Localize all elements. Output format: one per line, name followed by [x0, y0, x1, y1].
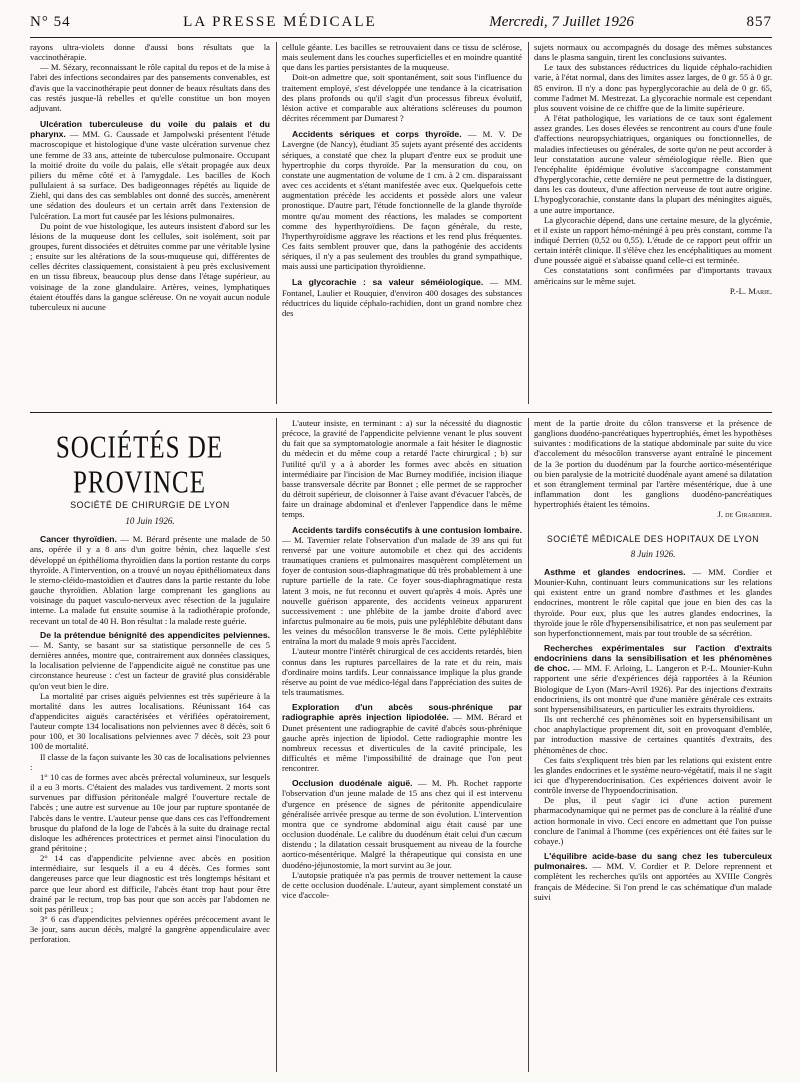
paragraph: cellule géante. Les bacilles se retrouvaient dans ce tissu de sclérose, mais seulement dans les couches superficielles et en moindre quantité que dans les parties persistantes de la muqueuse. [282, 42, 522, 73]
paragraph: La glycorachie : sa valeur séméiologique. — MM. Fontanel, Laulier et Rouquier, d'environ 400 dosages des substances réductrices du liquide céphalo-rachidien, dont un grand nombre chez des [282, 277, 522, 318]
paragraph: Doit-on admettre que, soit spontanément, soit sous l'influence du traitement employé, s'est développée une tendance à la cicatrisation des plans profonds ou qu'il s'agit d'un processus fibreux évolutif, lésion active et comparable aux altérations scléreuses du poumon décrites récemment par Dumarest ? [282, 72, 522, 124]
paragraph: Du point de vue histologique, les auteurs insistent d'abord sur les lésions de la muqueuse dont les cellules, soit isolément, soit par groupes, furent dissociées et détruites comme par une véritable lysine ; ensuite sur les altérations de la sous-muqueuse qui, différentes de celles décrites classiquement, consistaient à peu près exclusivement en un tissu fibreux, beaucoup plus dense dans l'étage supérieur, au voisinage de la zone glandulaire. Artères, veines, lymphatiques étaient étouffés dans la gangue scléreuse. On ne voyait aucun nodule tuberculeux ni aucune [30, 220, 270, 312]
paragraph: L'auteur insiste, en terminant : a) sur la nécessité du diagnostic précoce, la gravité de l'appendicite pelvienne venant le plus souvent du fait que sa symptomatologie anormale a fait hésiter le diagnostic du médecin et du même coup a retardé l'acte chirurgical ; b) sur l'utilité qu'il y a à aborder les formes avec abcès en situation intermédiaire par l'incision de Mac Burney modifiée, incision iliaque basse transversale décrite par Bonnet ; elle permet de se rapprocher du détroit supérieur, de cloisonner à l'aise avant d'évacuer l'abcès, de faire un drainage abdominal et d'enlever l'appendice dans le même temps. [282, 418, 522, 520]
paragraph: 3° 6 cas d'appendicites pelviennes opérées précocement avant le 3e jour, sans aucun décès, malgré la gangrène appendiculaire avec perforation. [30, 914, 270, 945]
paragraph: Ils ont recherché ces phénomènes soit en hypersensibilisant un choc anaphylactique proprement dit, soit en provoquant d'emblée, par introduction massive de certaines quantités d'extraits, des phénomènes de choc. [534, 714, 772, 755]
paragraph: Le taux des substances réductrices du liquide céphalo-rachidien varie, à l'état normal, dans des limites assez larges, de 0 gr. 55 à 0 gr. 85 environ. Il n'y a donc pas hyperglycorachie au delà de 0 gr. 65, comme l'admet M. Mestrezat. La glycorachie normale est cependant plus souvent voisine de ce chiffre que de la limite supérieure. [534, 62, 772, 113]
paragraph: De plus, il peut s'agir ici d'une action purement pharmacodynamique qui ne permet pas de conclure à la réalité d'une action hormonale in vivo. Ceci encore en admettant que l'on puisse conclure de l'animal à l'homme (ces expériences ont été faites sur le cobaye.) [534, 795, 772, 846]
column-divider [276, 42, 277, 404]
paragraph: Recherches expérimentales sur l'action d'extraits endocriniens dans la sensibilisation et les phénomènes de choc. — MM. F. Arloing, L. Langeron et P.-L. Mounier-Kuhn rapportent une série d'expériences déjà rapportées à la Réunion Biologique de Lyon (Mars-Avril 1926). Par des injections d'extraits endocriniens, ils ont montré que d'une manière générale ces extraits sont hypersensibilisateurs, en particulier les extraits thyroïdiens. [534, 642, 772, 714]
section-title: SOCIÉTÉS DE PROVINCE [55, 431, 224, 500]
top-column-2 [282, 42, 522, 406]
society-date: 10 Juin 1926. [125, 516, 175, 527]
section-rule [30, 412, 772, 413]
paragraph: Ces constatations sont confirmées par d'importants travaux américains sur le même sujet. [534, 265, 772, 286]
column-divider [276, 418, 277, 1072]
issue-number: N° 54 [30, 14, 71, 30]
column-divider [528, 42, 529, 404]
paragraph: Asthme et glandes endocrines. — MM. Cordier et Mounier-Kuhn, continuant leurs communications sur les relations qui existent entre un grand nombre d'asthmes et les glandes endocrines, montrent le rôle capital que joue en bien des cas la thyroïde. Pour eux, plus que les autres glandes endocrines, la thyroïde joue le rôle d'hypersensibilisatrice, et non pas seulement par son hyperfonctionnement, mais par tout trouble de sa sécrétion. [534, 566, 772, 638]
society-heading: SOCIÉTÉ MÉDICALE DES HOPITAUX DE LYON [546, 533, 760, 544]
paragraph: L'équilibre acide-base du sang chez les tuberculeux pulmonaires. — MM. V. Cordier et P. Delore reprennent et complètent les recherches qu'ils ont apportées au XVIIIe Congrès français de Médecine. Si l'on prend le cas schématique d'un malade suivi [534, 851, 772, 902]
paragraph: Il classe de la façon suivante les 30 cas de localisations pelviennes : [30, 751, 270, 772]
journal-title: LA PRESSE MÉDICALE [183, 14, 377, 30]
top-column-1 [30, 42, 270, 406]
column-divider [528, 418, 529, 1072]
society-date: 8 Juin 1926. [630, 548, 676, 559]
page-number: 857 [746, 14, 772, 30]
paragraph: L'autopsie pratiquée n'a pas permis de trouver nettement la cause de cette occlusion duodénale. L'auteur, ayant simplement constaté un vice d'accole- [282, 869, 522, 901]
bottom-column-2 [282, 418, 522, 1072]
paragraph: Accidents tardifs consécutifs à une contusion lombaire. — M. Tavernier relate l'observation d'un malade de 39 ans qui fut renversé par une voiture automobile et chez qui des accidents traumatiques craniens et pulmonaires masquèrent complètement un foyer de contusion sous-diaphragmatique dû très probablement à une rupture partielle de la rate. Ce foyer sous-diaphragmatique resta latent 3 mois, ne fut reconnu et ouvert qu'après 4 mois. Après une nouvelle guérison apparente, des accidents veineux apparurent successivement : une phlébite de la jambe droite d'abord avec infarctus pulmonaire au 6e mois, puis une pyléphlébite débutant dans les veines du mésocôlon transverse le 8e mois. Cette pyléphlébite entraîna la mort du malade 9 mois après l'accident. [282, 524, 522, 647]
paragraph: — M. Sézary, reconnaissant le rôle capital du repos et de la mise à l'abri des infections secondaires par des pansements convenables, est d'avis que la vaccinothérapie peut donner de beaux résultats dans des cas restés jusque-là rebelles et qu'elle constitue un bon moyen adjuvant. [30, 62, 270, 113]
paragraph: La glycorachie dépend, dans une certaine mesure, de la glycémie, et il existe un rapport hémo-méningé à peu près constant, comme l'a indiqué Derrien (0,52 ou 0,55). L'étude de ce rapport peut offrir un certain intérêt clinique. Il s'élève chez les encéphalitiques au moment d'une poussée aiguë et s'abaisse quand celle-ci est terminée. [534, 214, 772, 266]
signature: P.-L. Marie. [729, 285, 772, 296]
paragraph: rayons ultra-violets donne d'aussi bons résultats que la vaccinothérapie. [30, 42, 270, 63]
paragraph: La mortalité par crises aiguës pelviennes est très supérieure à la mortalité dans les autres localisations. Réunissant 164 cas d'appendicites aiguës caractérisées et vérifiées opératoirement, l'auteur compte 134 localisations non pelviennes avec 8 décès, soit 6 pour 100, et 30 localisations pelviennes avec 7 décès, soit 23 pour 100 de mortalité. [30, 690, 270, 752]
top-column-3 [534, 42, 772, 406]
header-rule [30, 37, 772, 38]
paragraph: Ulcération tuberculeuse du voile du palais et du pharynx. — MM. G. Caussade et Jampolwski présentent l'étude macroscopique et histologique d'une vaste ulcération survenue chez une femme de 33 ans, atteinte de tuberculose pulmonaire. Occupant la moitié droite du voile du palais, elle s'était propagée aux deux piliers du même côté et à l'amygdale. Les bacilles de Koch pullulaient à sa surface. Des badigeonnages répétés au liquide de Ziehl, qui dans des cas semblables ont donné des succès, amenèrent une sédation des douleurs et un certain arrêt dans l'extension de l'ulcération. La mort fut causée par les lésions pulmonaires. [30, 119, 270, 221]
bottom-column-1 [30, 500, 270, 1072]
paragraph: L'auteur montre l'intérêt chirurgical de ces accidents retardés, bien connus dans les ruptures parcellaires de la rate et du rein, mais d'ordinaire moins tardifs. Leur connaissance implique la plus grande réserve au point de vue médico-légal dans l'appréciation des suites de tels traumatismes. [282, 646, 522, 698]
page-header [30, 14, 772, 36]
bottom-column-3 [534, 418, 772, 1072]
paragraph: Accidents sériques et corps thyroïde. — M. V. De Lavergne (de Nancy), étudiant 35 sujets ayant présenté des accidents sériques, a constaté que chez la plupart d'entre eux se produit une hypertrophie du corps thyroïde. Par la mensuration du cou, on constate une augmentation de volume de 1 cm. à 2 cm. disparaissant avec ces accidents et s'étant manifestée avec eux. Quelquefois cette augmentation précède les accidents et possède alors une valeur pronostique. D'autre part, l'étude fonctionnelle de la glande thyroïde montre qu'au moment des réactions, les malades se comportent comme des hyperthyroïdiens. De façon générale, du reste, l'hyperthyroïdisme aggrave les réactions et les rend plus fréquentes. Ces faits semblent prouver que, dans la pathogénie des accidents sériques, il n'y a pas seulement des troubles du grand sympathique, mais aussi une participation thyroïdienne. [282, 129, 522, 272]
paragraph: 2° 14 cas d'appendicite pelvienne avec abcès en position intermédiaire, sur lesquels il a eu 4 décès. Ces formes sont dangereuses parce que leur diagnostic est très longtemps hésitant et parce que leur abord est difficile, l'abcès étant trop haut pour être drainé par le rectum, trop bas pour que son accès par l'abdomen ne soit pas périlleux ; [30, 853, 270, 914]
paragraph: Cancer thyroïdien. — M. Bérard présente une malade de 50 ans, opérée il y a 8 ans d'un goitre bénin, chez laquelle s'est développé un épithélioma thyroïdien dans la portion restante du corps thyroïde. A l'intervention, on a trouvé un noyau épithéliomateux dans le sterno-cléido-mastoïdien et d'autres dans la partie restante du lobe gauche thyroïdien. Ablation large comprenant les ganglions au voisinage du paquet vasculo-nerveux avec résection de la jugulaire interne. La malade fut ensuite soumise à la radiothérapie profonde, recevant un total de 40 H. Bon résultat : la malade reste guérie. [30, 534, 270, 626]
signature: J. de Girardier. [717, 509, 772, 520]
paragraph: ment de la partie droite du côlon transverse et la présence de ganglions duodéno-pancréatiques hypertrophiés, émet les hypothèses suivantes : modifications de la statique abdominale par suite du vice d'accolement du mésocôlon transverse ayant entraîné le pincement de la 3e portion du duodénum par la fourche aortico-mésentérique ou bien paralysie de la motricité duodénale ayant amené sa dilatation et son étranglement terminal par l'artère mésentérique, due à une inflammation dont les ganglions duodéno-pancréatiques hypertrophiés étaient les témoins. [534, 418, 772, 510]
paragraph: Occlusion duodénale aiguë. — M. Ph. Rochet rapporte l'observation d'un jeune malade de 15 ans chez qui il est intervenu d'urgence en présence de signes de péritonite appendiculaire généralisée arrivée presque au terme de son évolution. L'intervention montra que ce syndrome abdominal aigu était causé par une occlusion duodénale. Le calibre du duodénum était celui d'un cæcum distendu ; la dilatation cessait brusquement au niveau de la fourche aortico-mésentérique. Malgré la thérapeutique qui consista en une duodéno-jéjunostomie, la mort survint au 3e jour. [282, 778, 522, 870]
paragraph: sujets normaux ou accompagnés du dosage des mêmes substances dans le plasma sanguin, tirent les conclusions suivantes. [534, 42, 772, 63]
issue-date: Mercredi, 7 Juillet 1926 [489, 14, 634, 30]
paragraph: Ces faits s'expliquent très bien par les relations qui existent entre les glandes endocrines et le système neuro-végétatif, mais il ne s'agit ici que d'hyperendocrinisation. Ces expériences doivent avoir le contrôle inverse de l'hypoendocrinisation. [534, 754, 772, 796]
paragraph: De la prétendue bénignité des appendicites pelviennes. — M. Santy, se basant sur sa statistique personnelle de ces 5 dernières années, montre que, contrairement aux données classiques, la localisation pelvienne de l'appendicite aiguë ne constitue pas une circonstance heureuse : c'est un facteur de gravité plus considérable qu'on veut bien le dire. [30, 629, 270, 691]
society-heading: SOCIÉTÉ DE CHIRURGIE DE LYON [70, 500, 230, 510]
paragraph: A l'état pathologique, les variations de ce taux sont également assez grandes. Les doses élevées se rencontrent au cours d'une foule d'affections neuropsychiatriques, organiques ou fonctionnelles, de maladies infectieuses ou générales, de sorte qu'on ne peut accorder à leur constatation aucune valeur séméiologique réelle. Bien que l'encéphalite épidémique évolutive s'accompagne constamment d'hyperglycorachie, cette dernière ne peut permettre de la distinguer, dans les cas douteux, d'une affection nerveuse de tout autre origine. L'hypoglycorachie, constante dans la plupart des méningites aiguës, a une autre importance. [534, 113, 772, 215]
paragraph: Exploration d'un abcès sous-phrénique par radiographie après injection lipiodolée. — MM. Bérard et Dunet présentent une radiographie de cavité d'abcès sous-phrénique gauche après injection de lipiodol. Cette radiographie montre les nombreux recessus et diverticules de la cavité principale, les difficultés et même l'impossibilité de drainage que l'on peut rencontrer. [282, 702, 522, 774]
paragraph: 1° 10 cas de formes avec abcès prérectal volumineux, sur lesquels il a eu 3 morts. C'étaient des malades vus tardivement. 2 morts sont survenues par diffusion péritonéale malgré l'ouverture rectale de l'abcès ; une autre est survenue au 10e jour par rupture spontanée de l'abcès dans le ventre. L'auteur pense que dans ces cas l'effondrement brusque du plafond de la loge de l'abcès à la suite du drainage rectal disloque les adhérences protectrices et permet ainsi l'inoculation du grand péritoine ; [30, 771, 270, 853]
